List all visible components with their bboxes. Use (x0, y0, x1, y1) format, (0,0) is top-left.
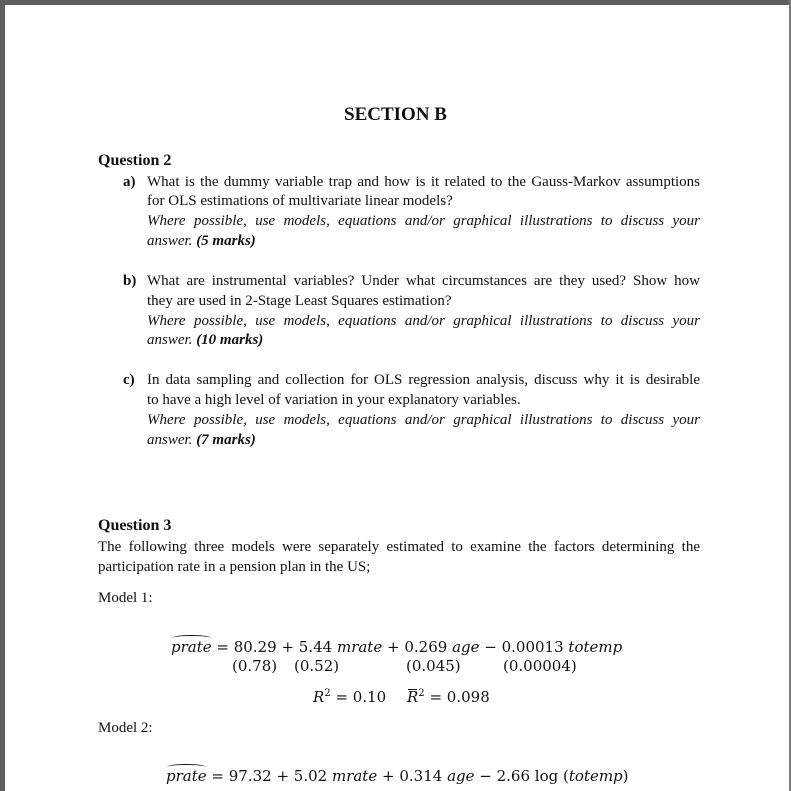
q2-part-c-instruction-2 (147, 432, 256, 449)
log-function: log ( (534, 767, 569, 785)
q2-part-b-line-1: What are instrumental variables? Under what circumstances are they used? Show how (147, 273, 700, 289)
model-1-se-mrate: (0.52) (294, 657, 340, 675)
q2-part-a-line-2: for OLS estimations of multivariate linear models? (147, 193, 453, 209)
question-2-heading: Question 2 (98, 152, 172, 169)
answer-word: answer. (147, 432, 193, 448)
mrate-variable: mrate (331, 767, 378, 785)
prate-hat-symbol: prate (171, 638, 212, 656)
q3-intro-line-2: participation rate in a pension plan in the US; (98, 559, 371, 575)
model-2-intercept: = 97.32 + 5.02 (211, 767, 328, 785)
model-1-intercept: = 80.29 + 5.44 (216, 638, 333, 656)
model-1-adj-r-squared: $R^2 = 0.098$ (407, 688, 490, 706)
adj-r-squared-symbol: R (407, 688, 419, 706)
model-1-se-totemp: (0.00004) (503, 657, 577, 675)
q2-part-c-line-2: to have a high level of variation in your explanatory variables. (147, 392, 521, 408)
section-title: SECTION B (344, 104, 447, 125)
answer-word: answer. (147, 332, 193, 348)
q2-part-b-label: b) (123, 273, 137, 289)
q2-part-c-instruction-1: Where possible, use models, equations and/or graphical illustrations to discuss your (147, 412, 700, 428)
close-paren: ) (622, 767, 629, 785)
q2-part-c-label: c) (123, 372, 135, 388)
prate-hat-symbol: prate (166, 767, 207, 785)
r-squared-value: = 0.10 (335, 688, 387, 706)
model-1-label: Model 1: (98, 590, 153, 606)
q2-part-a-instruction-1: Where possible, use models, equations and/or graphical illustrations to discuss your (147, 213, 700, 229)
q2-part-b-instruction-2 (147, 332, 263, 349)
q2-part-a-label: a) (123, 174, 136, 190)
model-1-se-age: (0.045) (406, 657, 461, 675)
q2-part-c-marks: (7 marks) (196, 432, 256, 448)
adj-r-squared-value: = 0.098 (429, 688, 490, 706)
q2-part-b-line-2: they are used in 2-Stage Least Squares estimation? (147, 293, 452, 309)
model-2-equation (166, 767, 629, 785)
q2-part-b-instruction-1: Where possible, use models, equations and/or graphical illustrations to discuss your (147, 313, 700, 329)
model-1-r-squared: $R^2 = 0.10$ (313, 688, 387, 706)
model-2-coef-age: + 0.314 (382, 767, 443, 785)
model-1-coef-totemp: − 0.00013 (484, 638, 564, 656)
model-2-label: Model 2: (98, 720, 153, 736)
answer-word: answer. (147, 233, 193, 249)
model-2-coef-log-totemp: − 2.66 (479, 767, 531, 785)
age-variable: age (447, 767, 475, 785)
q2-part-c-line-1: In data sampling and collection for OLS regression analysis, discuss why it is desirable (147, 372, 700, 388)
q2-part-a-line-1: What is the dummy variable trap and how is it related to the Gauss-Markov assumptions (147, 174, 700, 190)
mrate-variable: mrate (336, 638, 383, 656)
q2-part-a-instruction-2 (147, 233, 256, 250)
totemp-variable: totemp (568, 767, 623, 785)
r-squared-symbol: R (313, 688, 325, 706)
totemp-variable: totemp (568, 638, 623, 656)
q2-part-b-marks: (10 marks) (196, 332, 264, 348)
window-frame-top (0, 0, 791, 5)
model-1-equation (171, 638, 622, 656)
model-1-coef-age: + 0.269 (387, 638, 448, 656)
q3-intro-line-1: The following three models were separately estimated to examine the factors determining the (98, 539, 700, 555)
age-variable: age (452, 638, 480, 656)
question-3-heading: Question 3 (98, 517, 172, 534)
model-1-se-intercept: (0.78) (232, 657, 278, 675)
q2-part-a-marks: (5 marks) (196, 233, 256, 249)
